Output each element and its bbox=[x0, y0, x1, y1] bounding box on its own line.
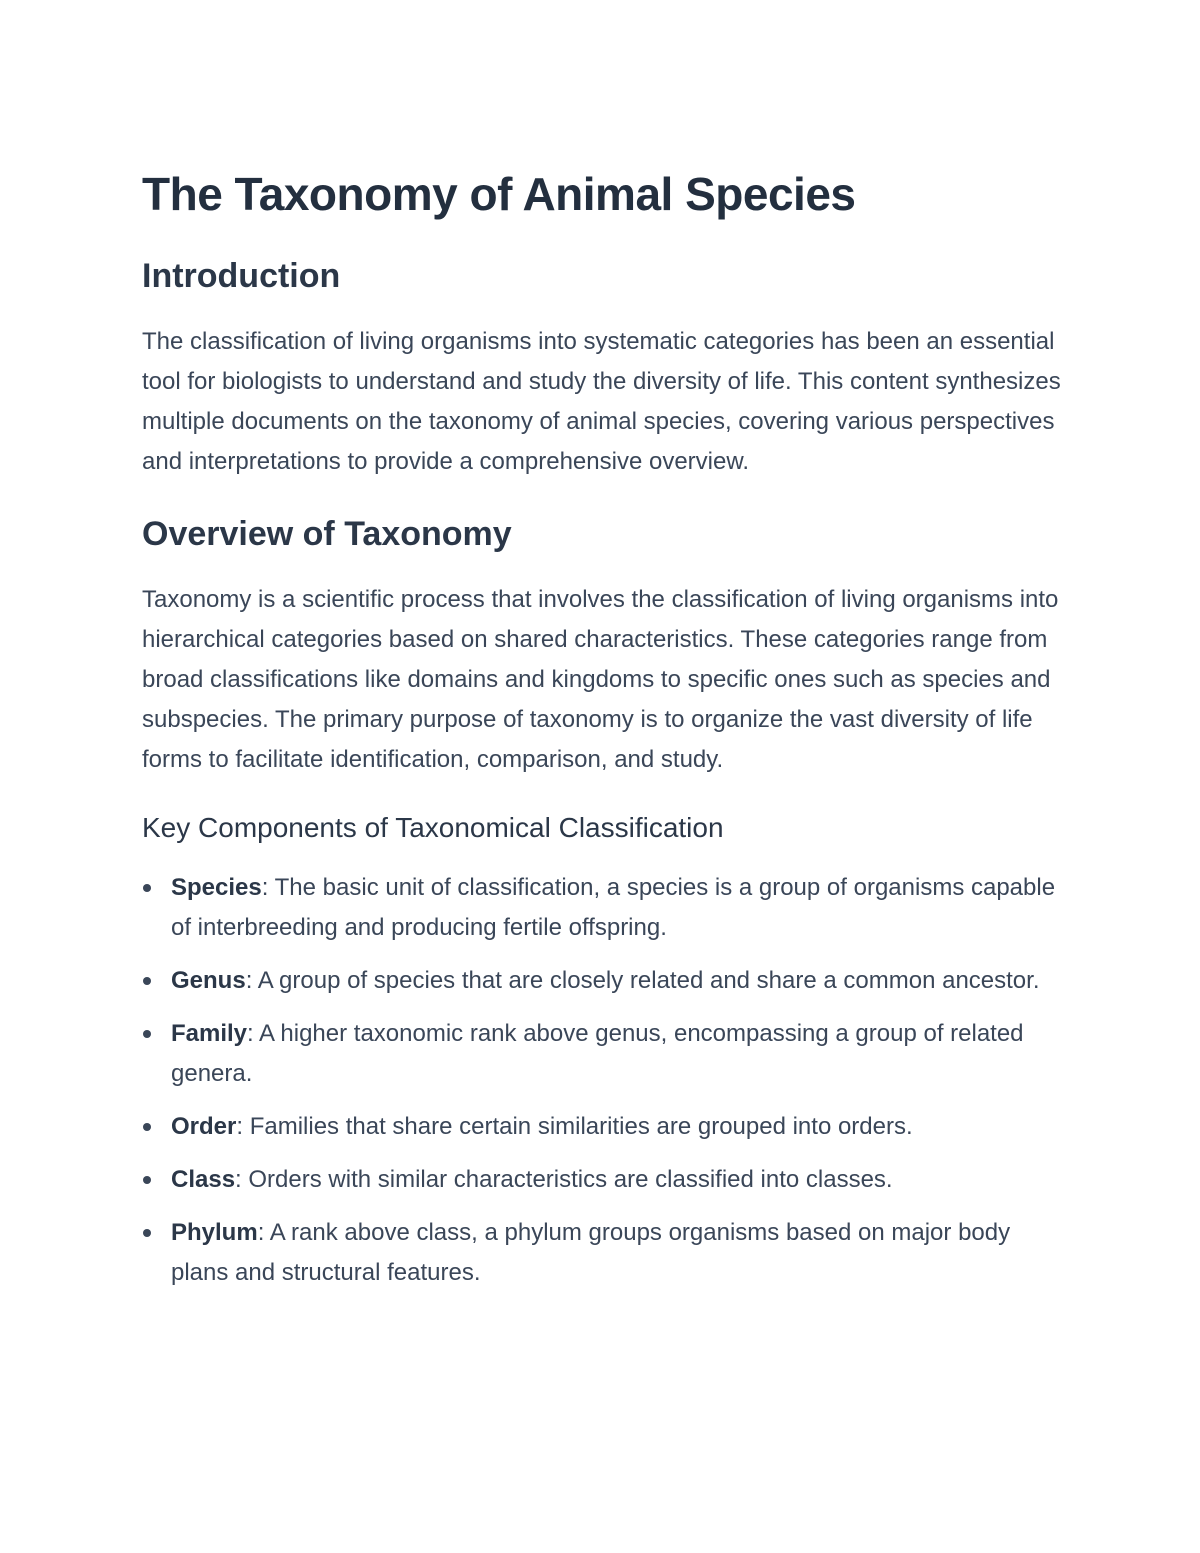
overview-heading: Overview of Taxonomy bbox=[142, 515, 512, 553]
page-title: The Taxonomy of Animal Species bbox=[142, 168, 856, 220]
term-label: Order bbox=[171, 1113, 237, 1140]
list-item-species: Species: The basic unit of classification, a species is a group of organisms capable of interbreeding and producing fertile offspring. bbox=[142, 868, 1072, 948]
term-description: Families that share certain similarities are grouped into orders. bbox=[243, 1113, 913, 1140]
document-page bbox=[142, 162, 1072, 1306]
list-item-genus: Genus: A group of species that are closely related and share a common ancestor. bbox=[142, 961, 1072, 1001]
term-description: A group of species that are closely related and share a common ancestor. bbox=[252, 967, 1040, 994]
overview-paragraph: Taxonomy is a scientific process that involves the classification of living organisms into hierarchical categories based on shared characteristics. These categories range from broad classifications like domains and kingdoms to specific ones such as species and subspecies. The primary purpose of taxonomy is to organize the vast diversity of life forms to facilitate identification, comparison, and study. bbox=[142, 586, 1059, 773]
term-label: Genus bbox=[171, 967, 246, 994]
term-label: Phylum bbox=[171, 1219, 258, 1246]
key-components-list bbox=[142, 868, 1072, 1293]
bullet-icon bbox=[143, 884, 151, 892]
list-item-family: Family: A higher taxonomic rank above genus, encompassing a group of related genera. bbox=[142, 1014, 1072, 1094]
term-label: Family bbox=[171, 1020, 248, 1047]
bullet-icon bbox=[143, 1123, 151, 1131]
list-item-phylum: Phylum: A rank above class, a phylum groups organisms based on major body plans and structural features. bbox=[142, 1213, 1072, 1293]
bullet-icon bbox=[143, 1229, 151, 1237]
bullet-icon bbox=[143, 1176, 151, 1184]
term-description: The basic unit of classification, a species is a group of organisms capable of interbreeding and producing fertile offspring. bbox=[171, 874, 1056, 941]
bullet-icon bbox=[143, 1030, 151, 1038]
list-item-order: Order: Families that share certain similarities are grouped into orders. bbox=[142, 1107, 1072, 1147]
term-description: Orders with similar characteristics are classified into classes. bbox=[241, 1166, 893, 1193]
key-components-heading: Key Components of Taxonomical Classification bbox=[142, 812, 724, 843]
term-description: A rank above class, a phylum groups organisms based on major body plans and structural features. bbox=[171, 1219, 1011, 1286]
term-label: Species bbox=[171, 874, 262, 901]
bullet-icon bbox=[143, 977, 151, 985]
term-label: Class bbox=[171, 1166, 236, 1193]
introduction-heading: Introduction bbox=[142, 257, 341, 295]
list-item-class: Class: Orders with similar characteristics are classified into classes. bbox=[142, 1160, 1072, 1200]
introduction-paragraph: The classification of living organisms into systematic categories has been an essential tool for biologists to understand and study the diversity of life. This content synthesizes multiple documents on the taxonomy of animal species, covering various perspectives and interpretations to provide a comprehensive overview. bbox=[142, 328, 1061, 475]
term-description: A higher taxonomic rank above genus, encompassing a group of related genera. bbox=[171, 1020, 1024, 1087]
